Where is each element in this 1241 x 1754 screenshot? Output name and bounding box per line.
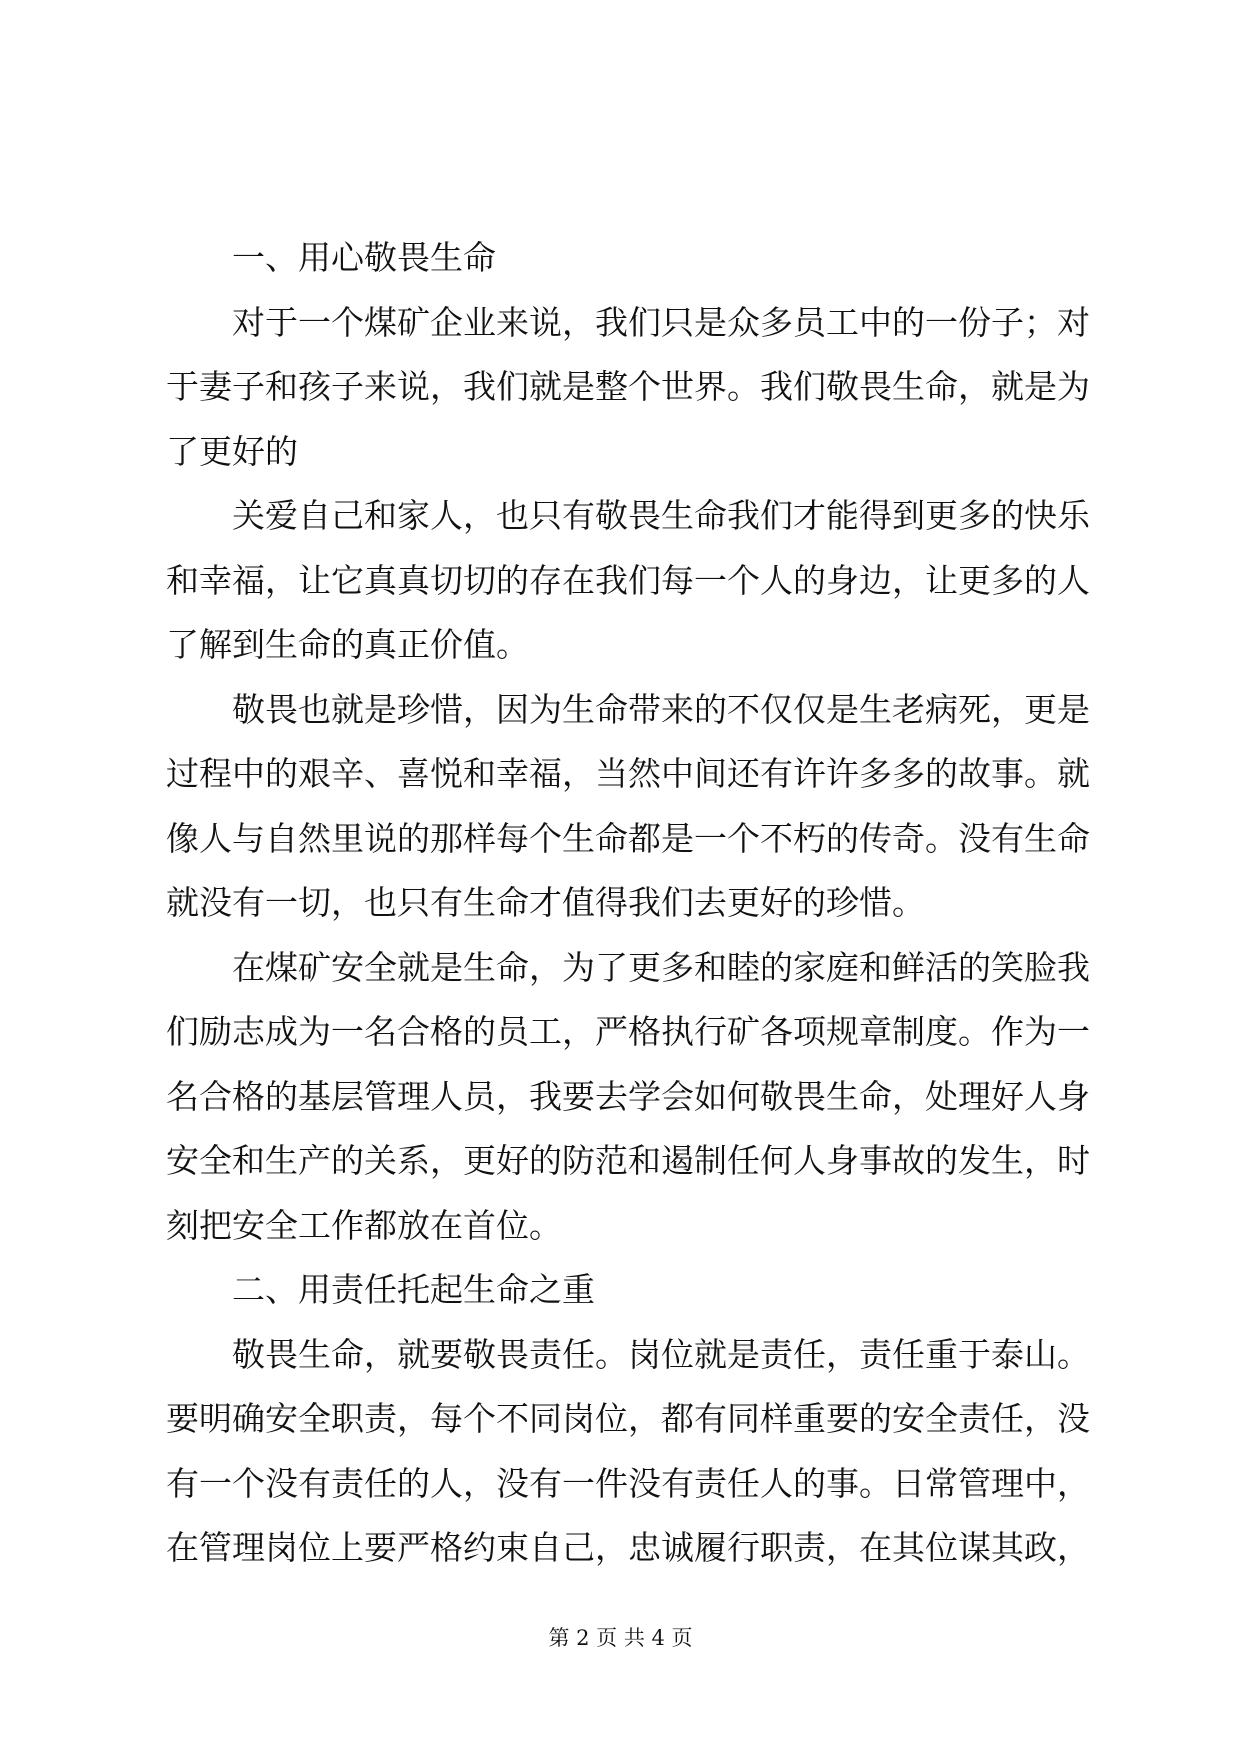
text-line: 过程中的艰辛、喜悦和幸福，当然中间还有许许多多的故事。就 xyxy=(166,754,1090,793)
text-line: 安全和生产的关系，更好的防范和遏制任何人身事故的发生，时 xyxy=(166,1141,1090,1180)
text-line: 了更好的 xyxy=(166,431,298,471)
text-line: 有一个没有责任的人，没有一件没有责任人的事。日常管理中， xyxy=(166,1463,1090,1503)
text-line: 和幸福，让它真真切切的存在我们每一个人的身边，让更多的人 xyxy=(166,560,1090,600)
text-line: 对于一个煤矿企业来说，我们只是众多员工中的一份子；对 xyxy=(232,302,1090,342)
text-line: 关爱自己和家人，也只有敬畏生命我们才能得到更多的快乐 xyxy=(232,496,1090,535)
text-line: 们励志成为一名合格的员工，严格执行矿各项规章制度。作为一 xyxy=(166,1012,1090,1051)
text-line: 刻把安全工作都放在首位。 xyxy=(166,1205,562,1245)
text-line: 在管理岗位上要严格约束自己，忠诚履行职责，在其位谋其政， xyxy=(166,1528,1090,1567)
text-line: 要明确安全职责，每个不同岗位，都有同样重要的安全责任，没 xyxy=(166,1399,1090,1438)
text-line: 在煤矿安全就是生命，为了更多和睦的家庭和鲜活的笑脸我 xyxy=(232,947,1090,987)
text-line: 像人与自然里说的那样每个生命都是一个不朽的传奇。没有生命 xyxy=(166,818,1090,858)
text-line: 一、用心敬畏生命 xyxy=(232,238,496,277)
document-body xyxy=(166,226,1090,1581)
text-line: 于妻子和孩子来说，我们就是整个世界。我们敬畏生命，就是为 xyxy=(166,367,1090,406)
page-footer: 第 2 页 共 4 页 xyxy=(548,1626,693,1650)
text-line: 就没有一切，也只有生命才值得我们去更好的珍惜。 xyxy=(166,883,925,922)
text-line: 敬畏也就是珍惜，因为生命带来的不仅仅是生老病死，更是 xyxy=(232,689,1090,729)
text-line: 了解到生命的真正价值。 xyxy=(166,625,529,664)
text-line: 二、用责任托起生命之重 xyxy=(232,1270,595,1309)
text-line: 名合格的基层管理人员，我要去学会如何敬畏生命，处理好人身 xyxy=(166,1076,1090,1116)
text-line: 敬畏生命，就要敬畏责任。岗位就是责任，责任重于泰山。 xyxy=(232,1334,1090,1374)
